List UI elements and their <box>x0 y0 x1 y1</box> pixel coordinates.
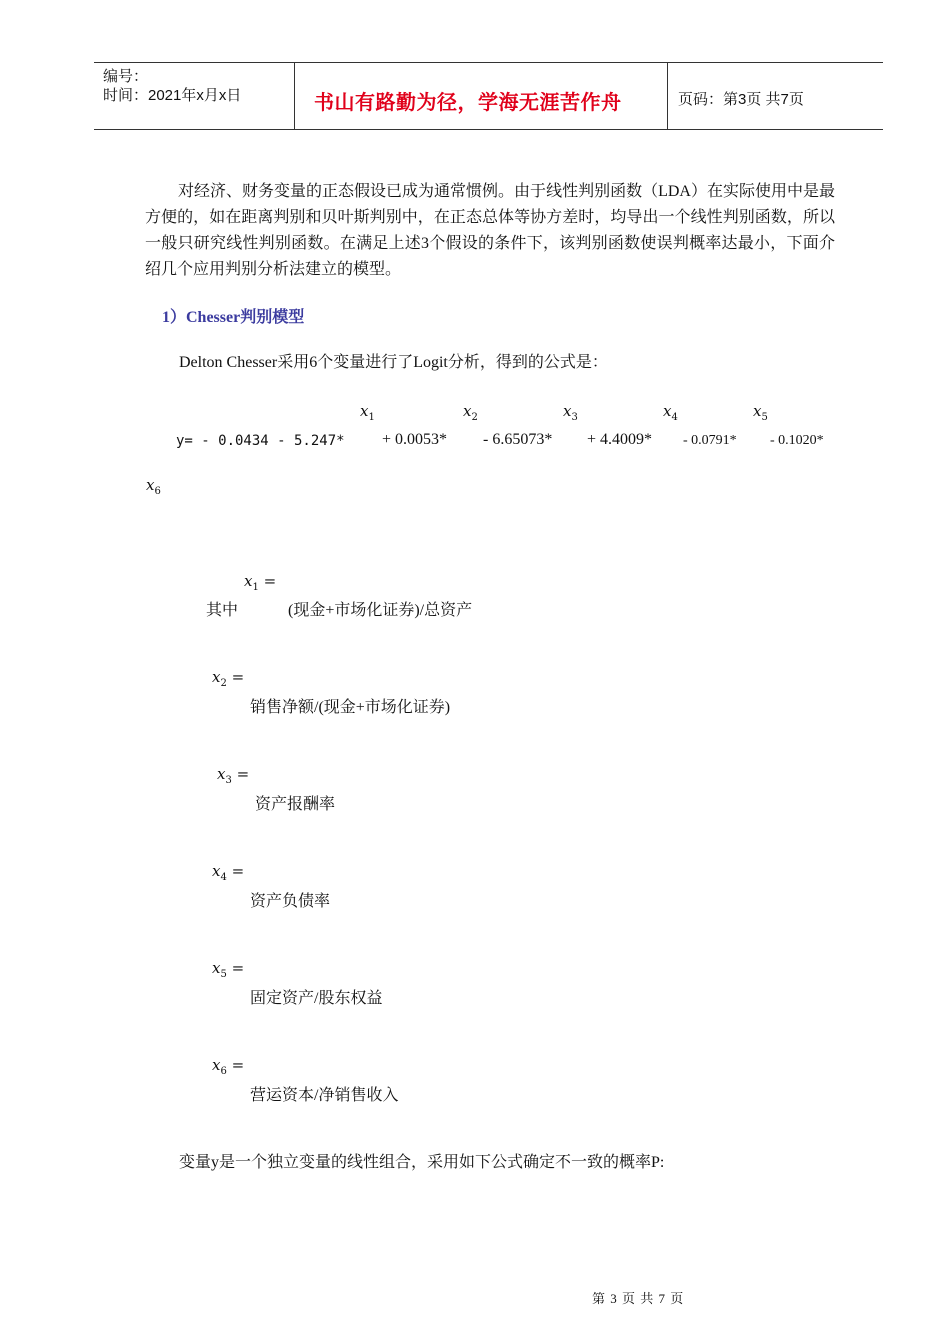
closing-sentence: 变量y是一个独立变量的线性组合，采用如下公式确定不一致的概率P: <box>179 1154 665 1171</box>
def-desc-x1: (现金+市场化证券)/总资产 <box>288 602 473 619</box>
header-number-label: 编号： <box>103 68 149 85</box>
section-heading: 1）Chesser判别模型 <box>162 309 305 326</box>
header-time-label: 时间：2021年x月x日 <box>103 87 242 104</box>
header-bottom-rule <box>94 129 883 130</box>
def-var-x1: $x_1$ = <box>244 572 277 593</box>
header-page-label: 页码：第3页 共7页 <box>678 91 804 108</box>
def-desc-x6: 营运资本/净销售收入 <box>250 1087 399 1104</box>
model-intro: Delton Chesser采用6个变量进行了Logit分析，得到的公式是： <box>179 354 608 371</box>
eq-var-x5: $x_5$ <box>753 402 768 423</box>
eq-term-3: + 4.4009* <box>587 431 653 448</box>
def-var-x3: $x_3$ = <box>217 765 250 786</box>
header-divider-1 <box>294 62 295 130</box>
def-desc-x3: 资产报酬率 <box>255 796 336 813</box>
eq-var-x6: $x_6$ <box>146 476 161 497</box>
header-top-rule <box>94 62 883 63</box>
eq-var-x1: $x_1$ <box>360 402 375 423</box>
header-motto: 书山有路勤为径，学海无涯苦作舟 <box>314 90 622 114</box>
eq-term-5: - 0.1020* <box>770 433 824 448</box>
page-footer: 第 3 页 共 7 页 <box>592 1291 685 1306</box>
def-var-x5: $x_5$ = <box>212 959 245 980</box>
def-var-x4: $x_4$ = <box>212 862 245 883</box>
eq-term-4: - 0.0791* <box>683 433 737 448</box>
eq-term-1: + 0.0053* <box>382 431 448 448</box>
eq-var-x4: $x_4$ <box>663 402 678 423</box>
intro-paragraph: 对经济、财务变量的正态假设已成为通常惯例。由于线性判别函数（LDA）在实际使用中是最方便的，如在距离判别和贝叶斯判别中，在正态总体等协方差时，均导出一个线性判别函数，所以一般只研究线性判别函数。在满足上述3个假设的条件下，该判别函数使误判概率达最小，下面介绍几个应用判别分析法建立的模型。 <box>145 183 835 278</box>
eq-var-x2: $x_2$ <box>463 402 478 423</box>
def-var-x6: $x_6$ = <box>212 1056 245 1077</box>
eq-term-2: - 6.65073* <box>483 431 553 448</box>
eq-prefix: y= - 0.0434 - 5.247* <box>176 433 345 449</box>
eq-var-x3: $x_3$ <box>563 402 578 423</box>
def-desc-x4: 资产负债率 <box>250 893 331 910</box>
header-divider-2 <box>667 62 668 130</box>
def-var-x2: $x_2$ = <box>212 668 245 689</box>
def-desc-x5: 固定资产/股东权益 <box>250 990 383 1007</box>
where-label: 其中 <box>206 602 239 619</box>
def-desc-x2: 销售净额/(现金+市场化证券) <box>250 699 451 716</box>
